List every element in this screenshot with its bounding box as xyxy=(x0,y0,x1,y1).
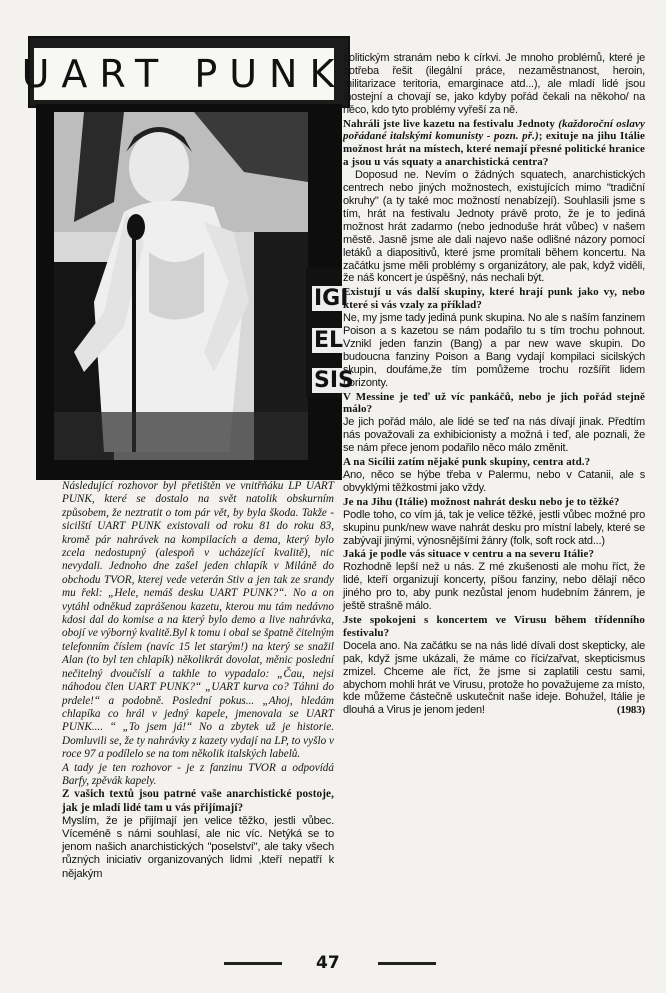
question-2-tail: ; exituje na jihu Itálie možnost hrát na místech, které nemají přesné politické hranice a jsou u vás squaty a anarchistická centra? xyxy=(343,130,645,169)
divider-left xyxy=(224,962,282,965)
answer-1: Myslím, že je přijímají jen velice těžko, jestli vůbec. Víceméně s námi souhlasí, ale nic víc. Netýká se to jenom našich anarchistických "poselství", ale taky všech různých iniciativ organizovaných lidmi ,kteří nepatří k nějakým xyxy=(62,814,334,880)
question-8: Jste spokojeni s koncertem ve Virusu během třídenního festivalu? xyxy=(343,613,645,639)
right-column xyxy=(343,52,645,718)
left-column xyxy=(62,480,334,882)
question-2 xyxy=(343,118,645,170)
question-3: Existují u vás další skupiny, které hrají punk jako vy, nebo které si vás vzaly za příklad? xyxy=(343,286,645,312)
answer-7: Rozhodně lepší než u nás. Z mé zkušenosti ale mohu říct, že lidé, kteří organizují koncerty, píšou fanziny, nebo dělají něco jiného pro to, aby punk nezůstal jenom hudebním žánrem, je ještě strašně málo. xyxy=(343,561,645,613)
question-1: Z vašich textů jsou patrné vaše anarchistické postoje, jak je mladí lidé tam u vás přijímají? xyxy=(62,788,334,814)
answer-8-text: Docela ano. Na začátku se na nás lidé dívali dost skepticky, ale pak, když jsme ukázali, že máme co říci/zařvat, skepticismus zmizel. Chceme ale říct, že jsme si zaplatili cestu sami, abychom mohli hrát ve Virusu, protože ho považujeme za místo, kde můžeme částečně uskutečnit naše ideje. Bohužel, Itálie je dlouhá a Virus je jenom jeden! xyxy=(343,639,645,717)
answer-2: Doposud ne. Nevím o žádných squatech, anarchistických centrech nebo jiných možnostech, existujících mimo "tradiční okruhy" (a ty také moc možností nenabízejí). Souhlasili jsme s tím, hrát na festivalu Jednoty právě proto, že je to jediná možnost hrát zadarmo (nebo jednoduše hrát vůbec) v našem městě. Jasně jsme ale dali najevo naše odlišné názory pomocí letáků a diapositivů, které jsme promítali během koncertu. Na začátku jsme měli problémy s organizátory, ale pak, když viděli, že náš koncert je úspěšný, nás nechali být. xyxy=(343,169,645,285)
torn-poster-scrap xyxy=(306,268,354,398)
divider-right xyxy=(378,962,436,965)
question-2-text: Nahráli jste live kazetu na festivalu Jednoty xyxy=(343,117,555,130)
question-5: A na Sicílii zatím nějaké punk skupiny, centra atd.? xyxy=(343,456,591,469)
answer-4: Je jich pořád málo, ale lidé se teď na nás dívají jinak. Předtím nás považovali za exhibicionisty a možná i teď, ale poznali, že se nám přece jenom podařilo něco málo změnit. xyxy=(343,416,645,455)
answer-8 xyxy=(343,640,645,717)
band-photo xyxy=(54,112,308,460)
question-4: V Messine je teď už víc pankáčů, nebo je jich pořád stejně málo? xyxy=(343,390,645,416)
intro-tail: A tady je ten rozhovor - je z fanzinu TVOR a odpovídá Barfy, zpěvák kapely. xyxy=(62,761,334,787)
question-2-note: (každoroční oslavy pořádané italskými komunisty - pozn. př.) xyxy=(343,117,645,143)
year-stamp: (1983) xyxy=(616,704,645,717)
answer-5: Ano, něco se hýbe třeba v Palermu, nebo v Catanii, ale s obvyklými těžkostmi jako vždy. xyxy=(343,469,645,494)
answer-6: Podle toho, co vím já, tak je velice těžké, jestli vůbec možné pro skupinu punk/new wave nahrát desku pro místní labely, které se zabývají jinými, výnosnějšími žánry (folk, soft rock atd...) xyxy=(343,508,645,547)
singer-photo-illustration xyxy=(54,112,308,460)
scrap-text-1: IGI xyxy=(314,286,349,311)
article-title: UART PUNK xyxy=(21,52,347,96)
answer-1-continued: politickým stranám nebo k církvi. Je mnoho problémů, které je potřeba řešit (ilegální práce, nezaměstnanost, heroin, militarizace teritoria, emarginace atd...), ale mladí lidé jsou lhostejní a chovají se, jako kdyby pořád čekali na někoho/ na něco, kdo tyto problémy vyřeší za ně. xyxy=(343,52,645,116)
question-7: Jaká je podle vás situace v centru a na severu Itálie? xyxy=(343,548,595,561)
title-box xyxy=(21,48,347,100)
question-6: Je na Jihu (Itálie) možnost nahrát desku nebo je to těžké? xyxy=(343,495,620,508)
page-number: 47 xyxy=(316,953,340,973)
answer-3: Ne, my jsme tady jediná punk skupina. No ale s naším fanzinem Poison a s kazetou se nám podařilo tu s tím trochu pohnout. Vznikl jeden fanzin (Bang) a par new wave skupin. Do budoucna fanziny Poison a Bang vydají kompilaci sicilských skupin, doufáme,že tím pomůžeme trochu rozšířit lidem horizonty. xyxy=(343,312,645,389)
intro-paragraph: Následující rozhovor byl přetištěn ve vnitřňáku LP UART PUNK, které se dostalo na svět natolik obskurním způsobem, že neztratit o tom pár vět, by byla škoda. Takže - sicilští UART PUNK existovali od roku 81 do roku 83, kromě pár nahrávek na kompilacích a dema, který bylo zcela nedostupný (alespoň v ucházející kvalitě), nic nevydali. Jednoho dne zašel jeden chlapík v Miláně do obchodu TVOR, kterej vede veterán Stiv a jen tak ze srandy mu řekl: „Hele, nemáš desku UART PUNK?“. No a on vytáhl odněkud zaprášenou kazetu, kterou mu tám nedávno kdosi dal do komise a na který bylo demo a live nahrávka, obojí ve výborný kvalitě.Byl k tomu i obal se špatně čitelným telefonním číslem (navíc 15 let starým!) na který se snažil Alan (to byl ten chlapík) několikrát dovolat, měnic poslední nečitelný dvoučíslí a takhle to vypadalo: „Čau, nejsi náhodou člen UART PUNK?“ „UART kurva co? Táhni do prdele!“ a podobně. Poslední pokus... „Ahoj, hledám chlapíka co hrál v jedný kapele, jmenovala se UART PUNK.... “ „To jsem já!“ No a zbytek už je historie. Domluvili se, že ty nahrávky z kazety vydají na LP, to vyšlo v roce 97 a podílelo se na tom několik italských labelů. xyxy=(62,480,334,761)
scrap-text-2: EL xyxy=(314,328,344,353)
scrap-text-3: SIS xyxy=(314,368,354,393)
